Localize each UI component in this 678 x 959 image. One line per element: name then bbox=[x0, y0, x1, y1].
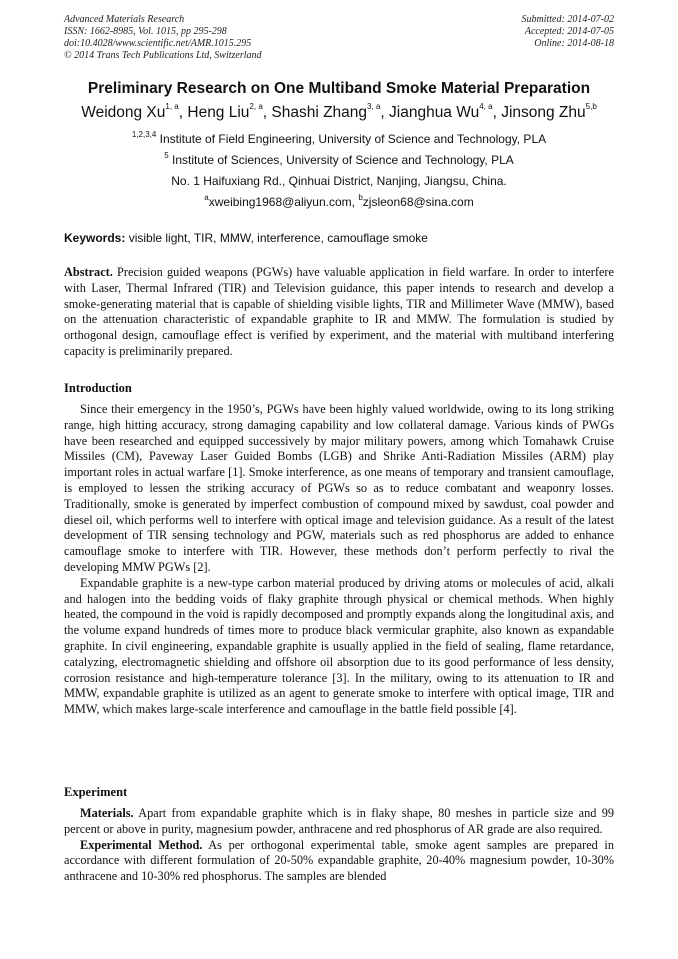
paragraph bbox=[64, 838, 614, 885]
author-sep: , bbox=[380, 104, 390, 121]
author-sep: , bbox=[178, 104, 188, 121]
author-name: Shashi Zhang bbox=[271, 104, 368, 121]
author-name: Jianghua Wu bbox=[389, 104, 480, 121]
email-sup: a bbox=[204, 193, 209, 202]
method-label: Experimental Method. bbox=[80, 837, 203, 852]
keywords bbox=[64, 231, 428, 245]
keywords-text: visible light, TIR, MMW, interference, camouflage smoke bbox=[125, 231, 428, 245]
author-name: Jinsong Zhu bbox=[501, 104, 586, 121]
affiliation-2 bbox=[0, 153, 678, 167]
author-sup: 5,b bbox=[585, 102, 597, 111]
journal-name: Advanced Materials Research bbox=[64, 14, 185, 25]
journal-info bbox=[64, 14, 262, 62]
introduction-heading: Introduction bbox=[64, 381, 132, 395]
abstract-text: Precision guided weapons (PGWs) have valuable application in field warfare. In order to interfere with Laser, Thermal Infrared (TIR) and Television guidance, this paper intends to research and develop a smoke-generating material that is capable of shielding visible lights, TIR and Millimeter Wave (MMW), based on the attenuation characteristic of expandable graphite to IR and MMW. The formulation is studied by orthogonal design, camouflage effect is verified by experiment, and the material with multiband interfering capacity is preliminarily prepared. bbox=[64, 265, 614, 358]
email-sup: b bbox=[358, 193, 363, 202]
author-sup: 3, a bbox=[367, 102, 381, 111]
paragraph bbox=[64, 806, 614, 838]
materials-text: Apart from expandable graphite which is in flaky shape, 80 meshes in particle size and 99 percent or above in purity, magnesium powder, anthracene and red phosphorus of AR grade are also required. bbox=[64, 806, 614, 836]
author-sup: 1, a bbox=[165, 102, 179, 111]
copyright: © 2014 Trans Tech Publications Ltd, Switzerland bbox=[64, 50, 262, 61]
paper-title: Preliminary Research on One Multiband Smoke Material Preparation bbox=[87, 80, 591, 97]
affiliation-text: Institute of Sciences, University of Science and Technology, PLA bbox=[172, 153, 514, 167]
address: No. 1 Haifuxiang Rd., Qinhuai District, Nanjing, Jiangsu, China. bbox=[171, 174, 507, 188]
affiliation-sup: 5 bbox=[164, 151, 169, 160]
experiment-body bbox=[64, 806, 614, 885]
author-sep: , bbox=[262, 104, 272, 121]
introduction-body bbox=[64, 402, 614, 718]
dates-info bbox=[522, 14, 615, 50]
affiliation-1 bbox=[0, 132, 678, 146]
experiment-heading: Experiment bbox=[64, 785, 128, 799]
affiliation-text: Institute of Field Engineering, University of Science and Technology, PLA bbox=[159, 132, 547, 146]
author-name: Weidong Xu bbox=[81, 104, 166, 121]
materials-label: Materials. bbox=[80, 806, 134, 820]
abstract bbox=[64, 265, 614, 360]
online-date: Online: 2014-08-18 bbox=[534, 38, 614, 49]
keywords-label: Keywords: bbox=[64, 231, 126, 245]
author-sep: , bbox=[492, 104, 502, 121]
paragraph: Since their emergency in the 1950’s, PGWs have been highly valued worldwide, owing to its long striking range, high hitting accuracy, strong damaging capability and low collateral damage. Various kinds of PWGs have been researched and equipped successively by major military powers, among which Tomahawk Cruise Missiles (CM), Paveway Laser Guided Bombs (LGB) and Shrike Anti-Radiation Missiles (ARM) play important roles in actual warfare [1]. Smoke interference, as one means of temporary and transient camouflage, is employed to lessen the striking accuracy of PGWs so as to reduce combatant and weaponry losses. Traditionally, smoke is generated by imperfect combustion of compound mixed by sawdust, coal powder and diesel oil, which performs well to interfere with optical image and television guidance. As a result of the latest development of TIR sensing technology and PGW, materials such as red phosphorus are added to enhance camouflage smoke to interfere with TIR. However, these methods don’t perform perfectly to rival the developing MMW PGWs [2]. bbox=[64, 402, 614, 574]
emails bbox=[0, 195, 678, 209]
issn: ISSN: 1662-8985, Vol. 1015, pp 295-298 bbox=[64, 26, 227, 37]
affiliation-sup: 1,2,3,4 bbox=[131, 130, 157, 139]
author-list bbox=[0, 104, 678, 122]
author-sup: 2, a bbox=[249, 102, 263, 111]
paragraph: Expandable graphite is a new-type carbon material produced by driving atoms or molecules of acid, alkali and halogen into the bedding voids of flaky graphite through physical or chemical methods. When highly heated, the compound in the void is rapidly decomposed and promptly expands along the longitudinal axis, and the volume expand hundreds of times more to produce black vermicular graphite, also known as expandable graphite. In civil engineering, expandable graphite is usually applied in the field of sealing, flame retardance, catalyzing, electromagnetic shielding and offshore oil absorption due to its good performance of less density, corrosion resistance and high-temperature tolerance [3]. In the military, owing to its attenuation to IR and MMW, expandable graphite is utilized as an agent to generate smoke to interfere with optical image, TIR and MMW, which makes large-scale interference and camouflage in the battle field possible [4]. bbox=[64, 575, 614, 717]
accepted-date: Accepted: 2014-07-05 bbox=[524, 26, 614, 37]
email-link[interactable]: zjsleon68@sina.com bbox=[362, 195, 474, 209]
abstract-label: Abstract. bbox=[64, 265, 113, 279]
submitted-date: Submitted: 2014-07-02 bbox=[521, 14, 614, 25]
author-name: Heng Liu bbox=[187, 104, 250, 121]
author-sup: 4, a bbox=[479, 102, 493, 111]
email-link[interactable]: xweibing1968@aliyun.com, bbox=[208, 195, 359, 209]
method-text: As per orthogonal experimental table, smoke agent samples are prepared in accordance with different formulation of 20-50% expandable graphite, 20-40% magnesium powder, 10-30% anthracene and 10-30% red phosphorus. The samples are blended bbox=[64, 837, 614, 884]
doi: doi:10.4028/www.scientific.net/AMR.1015.295 bbox=[64, 38, 252, 49]
